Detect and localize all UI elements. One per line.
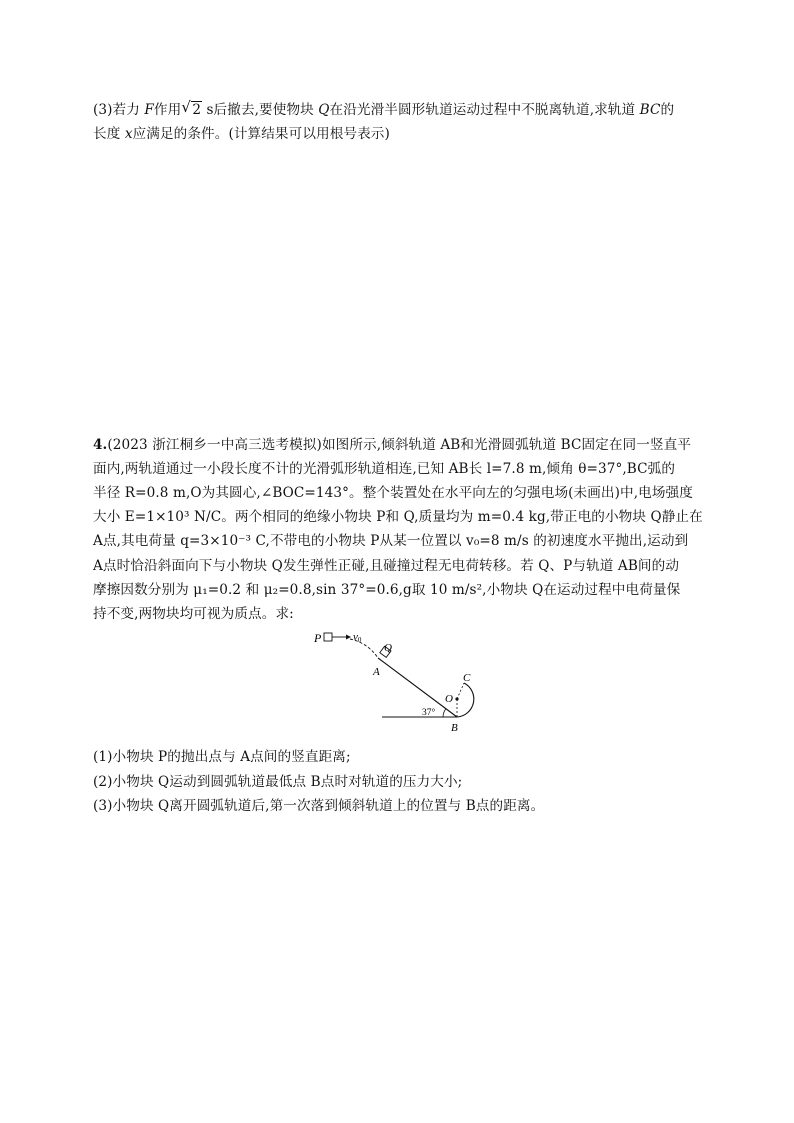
- part3-line2b: 应满足的条件。(计算结果可以用根号表示): [132, 126, 390, 142]
- label-o: O: [445, 693, 453, 705]
- part3-lead: (3)若力: [93, 102, 145, 118]
- label-v0: v0: [353, 631, 362, 644]
- part3-line2: [93, 123, 713, 145]
- question-number: 4.: [93, 437, 108, 453]
- q4-text-4: 大小 E=1×10³ N/C。两个相同的绝缘小物块 P和 Q,质量均为 m=0.4 kg,带正电的小物块 Q静止在: [93, 509, 703, 525]
- part3-line2a: 长度: [93, 126, 125, 142]
- sqrt-value: 2: [192, 102, 202, 118]
- block-p: [324, 633, 332, 641]
- q4-text-1: (2023 浙江桐乡一中高三选考模拟)如图所示,倾斜轨道 AB和光滑圆弧轨道 BC固定在同一竖直平: [107, 437, 692, 453]
- label-angle: 37°: [422, 708, 436, 718]
- incline-ab: [378, 658, 457, 717]
- part3-x-symbol: x: [124, 126, 133, 142]
- part3-act: 作用: [153, 102, 182, 118]
- q4-text-6: A点时恰沿斜面向下与小物块 Q发生弹性正碰,且碰撞过程无电荷转移。若 Q、P与轨道 AB间的动: [93, 558, 680, 574]
- arc-bc: [457, 683, 474, 717]
- q4-text-7: 摩擦因数分别为 μ₁=0.2 和 μ₂=0.8,sin 37°=0.6,g取 10 m/s²,小物块 Q在运动过程中电荷量保: [93, 582, 681, 598]
- sub-question-1: (1)小物块 P的抛出点与 A点间的竖直距离;: [93, 749, 351, 765]
- center-o-dot: [455, 697, 458, 700]
- q4-text-8: 持不变,两物块均可视为质点。求:: [93, 606, 294, 622]
- part3-tail2: 在沿光滑半圆形轨道运动过程中不脱离轨道,求轨道: [329, 102, 640, 118]
- physics-diagram: [300, 625, 500, 740]
- sqrt-expression: [182, 99, 202, 121]
- radical-icon: √: [181, 98, 191, 116]
- part3-bc-symbol: BC: [639, 102, 661, 118]
- q4-text-3: 半径 R=0.8 m,O为其圆心,∠BOC=143°。整个装置处在水平向左的匀强电场(未画出)中,电场强度: [93, 485, 693, 501]
- radius-oc: [457, 683, 464, 699]
- part3-tail3: 的: [660, 102, 675, 118]
- sub-question-3: (3)小物块 Q离开圆弧轨道后,第一次落到倾斜轨道上的位置与 B点的距离。: [93, 798, 545, 814]
- label-b: B: [451, 722, 458, 734]
- part3-force-symbol: F: [144, 102, 154, 118]
- part3-tail: s后撤去,要使物块: [202, 102, 319, 118]
- label-a: A: [373, 666, 380, 678]
- q4-line1: [93, 434, 713, 456]
- q4-text-5: A点,其电荷量 q=3×10⁻³ C,不带电的小物块 P从某一位置以 v₀=8 m/s 的初速度水平抛出,运动到: [93, 533, 689, 549]
- angle-arc: [443, 709, 446, 717]
- part3-line1: [93, 99, 713, 121]
- part3-q-symbol: Q: [318, 102, 330, 118]
- label-c: C: [463, 672, 471, 684]
- q4-text-2: 面内,两轨道通过一小段长度不计的光滑弧形轨道相连,已知 AB长 l=7.8 m,倾角 θ=37°,BC弧的: [93, 461, 676, 477]
- label-q: Q: [384, 642, 392, 654]
- sub-question-2: (2)小物块 Q运动到圆弧轨道最低点 B点时对轨道的压力大小;: [93, 774, 463, 790]
- label-p: P: [314, 631, 322, 645]
